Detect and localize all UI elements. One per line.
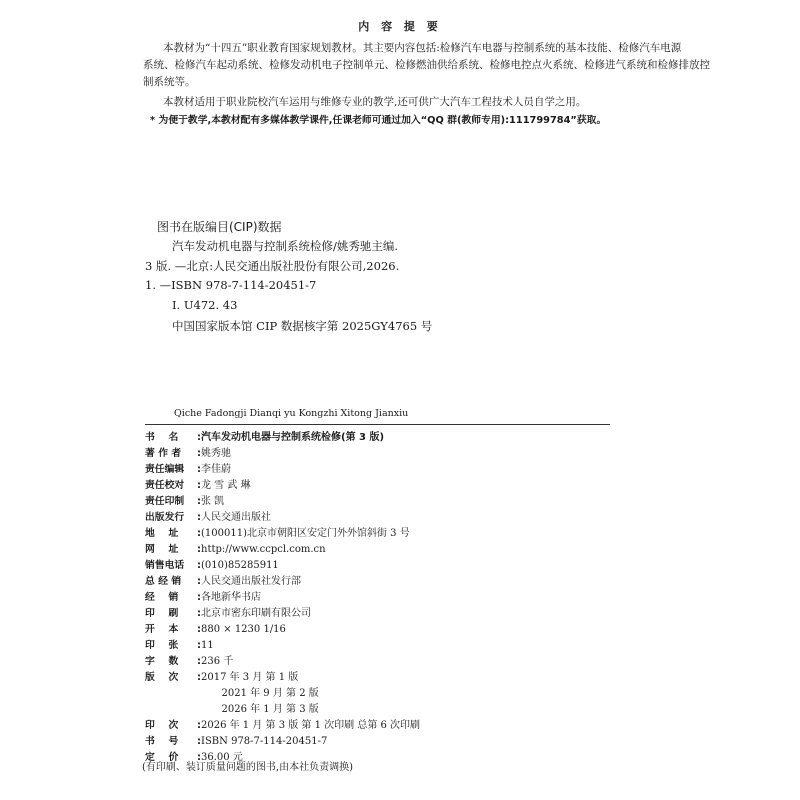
colophon-row-label: 开 本: [145, 624, 179, 635]
colophon-row: [145, 478, 251, 494]
colophon-row: [145, 734, 327, 750]
summary-title: 内 容 提 要: [358, 20, 442, 33]
colophon-row-value: 姚秀驰: [201, 448, 231, 459]
colophon-row-value: 880 × 1230 1/16: [201, 624, 286, 635]
colophon-row-label: 销售电话: [145, 560, 185, 571]
colophon-row-value: 龙 雪 武 琳: [201, 480, 251, 491]
colophon-row-colon: :: [197, 432, 201, 443]
colophon-row-colon: :: [197, 640, 201, 651]
colophon-row-value: 2026 年 1 月 第 3 版 第 1 次印刷 总第 6 次印刷: [201, 720, 421, 731]
colophon-row-colon: [197, 688, 200, 699]
summary-paragraph-2: 本教材适用于职业院校汽车运用与维修专业的教学,还可供广大汽车工程技术人员自学之用。: [163, 96, 587, 108]
colophon-row-colon: :: [197, 720, 201, 731]
colophon-row-colon: :: [197, 512, 201, 523]
colophon-row-label: 印 刷: [145, 608, 179, 619]
colophon-row-value: http://www.ccpcl.com.cn: [201, 544, 326, 555]
summary-paragraph-1-line-3: 制系统等。: [143, 76, 196, 88]
colophon-row: [145, 462, 231, 478]
cip-line-3: 1. —ISBN 978-7-114-20451-7: [145, 278, 317, 292]
colophon-row-colon: :: [197, 672, 201, 683]
colophon-row-label: 责任编辑: [145, 464, 185, 475]
colophon-row-value: (100011)北京市朝阳区安定门外外馆斜街 3 号: [201, 528, 410, 539]
summary-paragraph-1-line-2: 系统、检修汽车起动系统、检修发动机电子控制单元、检修燃油供给系统、检修电控点火系统、检修进气系统和检修排放控: [143, 59, 710, 71]
colophon-row-value: 2021 年 9 月 第 2 版: [221, 688, 319, 699]
colophon-row-value: 11: [201, 640, 214, 651]
colophon-row: [145, 718, 420, 734]
colophon-row-colon: :: [197, 448, 201, 459]
colophon-row: [145, 542, 326, 558]
colophon-row-value: 张 凯: [201, 496, 225, 507]
colophon-row-label: 总 经 销: [145, 576, 182, 587]
colophon-row-value: 北京市密东印刷有限公司: [201, 608, 311, 619]
colophon-row-colon: :: [197, 752, 201, 763]
colophon-row: [145, 670, 298, 686]
colophon-row-label: 书 名: [145, 432, 179, 443]
colophon-row-value: 各地新华书店: [201, 592, 261, 603]
colophon-row: [145, 702, 319, 718]
colophon-row-label: 责任校对: [145, 480, 185, 491]
colophon-row-colon: :: [197, 496, 201, 507]
colophon-row-label: 网 址: [145, 544, 179, 555]
colophon-row: [145, 686, 319, 702]
colophon-row: [145, 446, 231, 462]
pinyin-title: Qiche Fadongji Dianqi yu Kongzhi Xitong Jianxiu: [174, 408, 409, 419]
colophon-row-colon: :: [197, 592, 201, 603]
colophon-row-value: 36.00 元: [201, 752, 243, 763]
colophon-row: [145, 622, 286, 638]
cip-line-2: 3 版. —北京:人民交通出版社股份有限公司,2026.: [145, 259, 400, 273]
colophon-row: [145, 494, 224, 510]
colophon-row-value: (010)85285911: [201, 560, 279, 571]
colophon-row-label: 定 价: [145, 752, 179, 763]
colophon-row-label: 出版发行: [145, 512, 185, 523]
colophon-row: [145, 654, 233, 670]
colophon-row: [145, 510, 271, 526]
colophon-row-label: 印 张: [145, 640, 179, 651]
colophon-row-colon: :: [197, 544, 201, 555]
colophon-row: [145, 558, 279, 574]
cip-line-5: 中国国家版本馆 CIP 数据核字第 2025GY4765 号: [172, 319, 433, 333]
colophon-row-label: 责任印制: [145, 496, 185, 507]
colophon-row-colon: :: [197, 464, 201, 475]
divider-rule: [145, 424, 610, 425]
colophon-row: [145, 606, 311, 622]
colophon-row-label: 书 号: [145, 736, 179, 747]
colophon-row-value: 人民交通出版社发行部: [201, 576, 301, 587]
colophon-row-colon: :: [197, 560, 201, 571]
colophon-row-colon: :: [197, 656, 201, 667]
colophon-row-label: 字 数: [145, 656, 179, 667]
colophon-row: [145, 638, 214, 654]
colophon-row-colon: :: [197, 608, 201, 619]
colophon-row-value: 汽车发动机电器与控制系统检修(第 3 版): [201, 432, 385, 443]
colophon-row-value: 2017 年 3 月 第 1 版: [201, 672, 299, 683]
colophon-row: [145, 574, 301, 590]
courseware-note: * 为便于教学,本教材配有多媒体教学课件,任课老师可通过加入“QQ 群(教师专用):111799784”获取。: [150, 115, 607, 126]
colophon-row-value: 人民交通出版社: [201, 512, 271, 523]
colophon-row: [145, 590, 261, 606]
colophon-row-label: 印 次: [145, 720, 179, 731]
colophon-row-value: 2026 年 1 月 第 3 版: [221, 704, 319, 715]
colophon-row-colon: :: [197, 736, 201, 747]
colophon-row-value: ISBN 978-7-114-20451-7: [201, 736, 328, 747]
cip-line-1: 汽车发动机电器与控制系统检修/姚秀驰主编.: [172, 239, 399, 253]
colophon-row-label: 地 址: [145, 528, 179, 539]
colophon-row: [145, 430, 384, 446]
colophon-row-value: 李佳蔚: [201, 464, 231, 475]
colophon-row-colon: :: [197, 480, 201, 491]
colophon-row-value: 236 千: [201, 656, 234, 667]
colophon-row-label: 经 销: [145, 592, 179, 603]
colophon-row: [145, 526, 410, 542]
colophon-row-colon: [197, 704, 200, 715]
cip-title: 图书在版编目(CIP)数据: [157, 220, 282, 234]
footer-note: (有印刷、装订质量问题的图书,由本社负责调换): [142, 762, 353, 773]
colophon-row-label: 著 作 者: [145, 448, 182, 459]
summary-paragraph-1-line-1: 本教材为“十四五”职业教育国家规划教材。其主要内容包括:检修汽车电器与控制系统的基本技能、检修汽车电源: [163, 42, 682, 54]
colophon-row-colon: :: [197, 528, 201, 539]
colophon-row-colon: :: [197, 576, 201, 587]
cip-line-4: Ⅰ. U472. 43: [172, 298, 238, 312]
colophon-row-label: 版 次: [145, 672, 179, 683]
colophon-row-colon: :: [197, 624, 201, 635]
